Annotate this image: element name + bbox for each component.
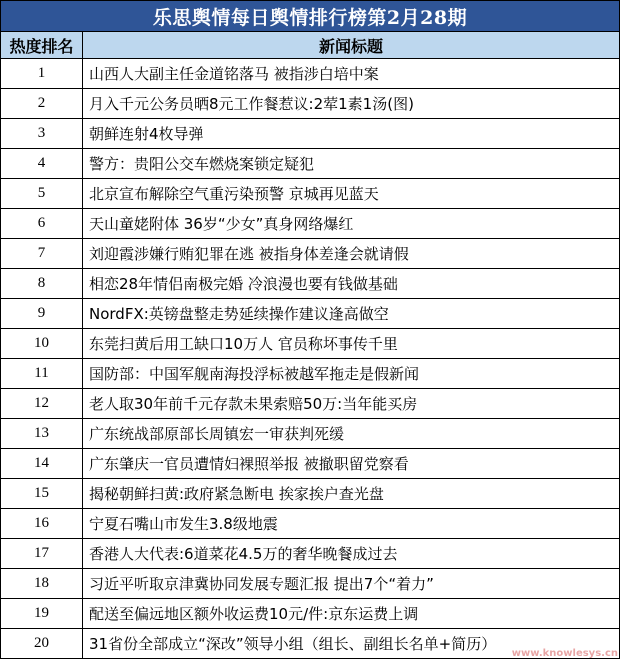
headline-link[interactable]: 国防部：中国军舰南海投浮标被越军拖走是假新闻 (83, 359, 620, 389)
rank-cell: 18 (1, 569, 83, 599)
headline-link[interactable]: 揭秘朝鲜扫黄:政府紧急断电 挨家挨户查光盘 (83, 479, 620, 509)
table-row (1, 239, 620, 269)
table-row (1, 299, 620, 329)
table-row (1, 359, 620, 389)
table-row (1, 59, 620, 89)
table-row (1, 569, 620, 599)
site-watermark: www.knowlesys.cn (511, 648, 618, 659)
title-row (1, 1, 620, 32)
table-row (1, 209, 620, 239)
rank-cell: 10 (1, 329, 83, 359)
rank-cell: 12 (1, 389, 83, 419)
headline-link[interactable]: 31省份全部成立“深改”领导小组（组长、副组长名单+简历） (83, 629, 620, 659)
table-row (1, 419, 620, 449)
headline-link[interactable]: 天山童姥附体 36岁“少女”真身网络爆红 (83, 209, 620, 239)
headline-link[interactable]: 警方：贵阳公交车燃烧案锁定疑犯 (83, 149, 620, 179)
headline-link[interactable]: 习近平听取京津冀协同发展专题汇报 提出7个“着力” (83, 569, 620, 599)
rank-cell: 14 (1, 449, 83, 479)
rank-cell: 19 (1, 599, 83, 629)
headline-link[interactable]: 配送至偏远地区额外收运费10元/件:京东运费上调 (83, 599, 620, 629)
headline-link[interactable]: 朝鲜连射4枚导弹 (83, 119, 620, 149)
rank-cell: 4 (1, 149, 83, 179)
headline-link[interactable]: 山西人大副主任金道铭落马 被指涉白培中案 (83, 59, 620, 89)
table-row (1, 599, 620, 629)
table-title: 乐思舆情每日舆情排行榜第2月28期 (1, 1, 620, 32)
rank-cell: 15 (1, 479, 83, 509)
rank-cell: 13 (1, 419, 83, 449)
rank-cell: 16 (1, 509, 83, 539)
table-row (1, 329, 620, 359)
headline-link[interactable]: 北京宣布解除空气重污染预警 京城再见蓝天 (83, 179, 620, 209)
table-row (1, 449, 620, 479)
table-row (1, 179, 620, 209)
table-row (1, 89, 620, 119)
rank-cell: 6 (1, 209, 83, 239)
rank-cell: 5 (1, 179, 83, 209)
rank-cell: 2 (1, 89, 83, 119)
headline-column-header: 新闻标题 (83, 32, 620, 59)
header-row (1, 32, 620, 59)
rank-cell: 1 (1, 59, 83, 89)
rank-column-header: 热度排名 (1, 32, 83, 59)
rank-cell: 8 (1, 269, 83, 299)
rank-cell: 7 (1, 239, 83, 269)
rank-cell: 17 (1, 539, 83, 569)
headline-link[interactable]: 老人取30年前千元存款未果索赔50万:当年能买房 (83, 389, 620, 419)
rank-cell: 9 (1, 299, 83, 329)
table-row (1, 539, 620, 569)
rank-cell: 20 (1, 629, 83, 659)
table-row (1, 479, 620, 509)
table-row (1, 269, 620, 299)
rank-cell: 11 (1, 359, 83, 389)
headline-link[interactable]: 月入千元公务员晒8元工作餐惹议:2荤1素1汤(图) (83, 89, 620, 119)
headline-link[interactable]: 东莞扫黄后用工缺口10万人 官员称坏事传千里 (83, 329, 620, 359)
headline-link[interactable]: 香港人大代表:6道菜花4.5万的奢华晚餐成过去 (83, 539, 620, 569)
table-row (1, 509, 620, 539)
headline-link[interactable]: 宁夏石嘴山市发生3.8级地震 (83, 509, 620, 539)
table-row (1, 149, 620, 179)
table-row (1, 389, 620, 419)
table-row (1, 119, 620, 149)
headline-link[interactable]: 广东统战部原部长周镇宏一审获判死缓 (83, 419, 620, 449)
headline-link[interactable]: 刘迎霞涉嫌行贿犯罪在逃 被指身体差逢会就请假 (83, 239, 620, 269)
rank-cell: 3 (1, 119, 83, 149)
headline-link[interactable]: 相恋28年情侣南极完婚 冷浪漫也要有钱做基础 (83, 269, 620, 299)
headline-link[interactable]: 广东肇庆一官员遭情妇裸照举报 被撤职留党察看 (83, 449, 620, 479)
headline-link[interactable]: NordFX:英镑盘整走势延续操作建议逢高做空 (83, 299, 620, 329)
table-body (1, 59, 620, 659)
